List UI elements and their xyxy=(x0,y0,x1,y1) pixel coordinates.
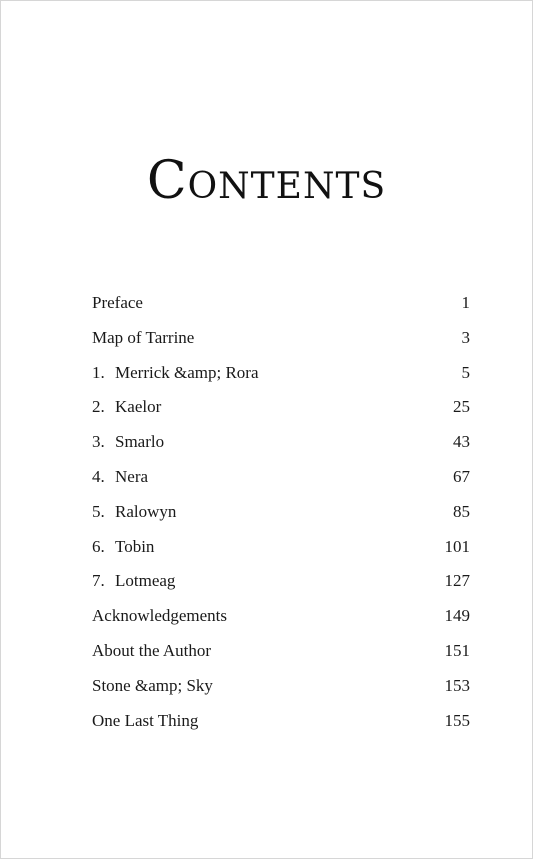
toc-entry xyxy=(92,321,470,356)
chapter-number: 2. xyxy=(92,397,105,417)
toc-entry xyxy=(92,599,470,634)
chapter-number: 3. xyxy=(92,432,105,452)
toc-page-number: 85 xyxy=(453,501,470,521)
toc-entry-title xyxy=(92,599,227,634)
toc-page-number: 101 xyxy=(444,536,470,556)
toc-entry-label: Ralowyn xyxy=(115,501,177,521)
toc-entry-title xyxy=(92,634,211,669)
toc-entry-title xyxy=(92,286,143,321)
toc-page-number: 155 xyxy=(444,710,470,730)
toc-entry xyxy=(92,564,470,599)
chapter-number: 5. xyxy=(92,501,105,521)
chapter-number: 7. xyxy=(92,571,105,591)
toc-page-number: 1 xyxy=(461,293,470,312)
chapter-number: 4. xyxy=(92,466,105,486)
toc-page-number: 25 xyxy=(453,397,470,417)
toc-page-number: 43 xyxy=(453,432,470,452)
chapter-number: 6. xyxy=(92,536,105,556)
toc-entry-label: Preface xyxy=(92,293,143,312)
toc-page-number: 5 xyxy=(461,362,470,382)
toc-page-number: 153 xyxy=(444,675,470,695)
toc-page-number: 151 xyxy=(444,640,470,660)
chapter-number: 1. xyxy=(92,362,105,382)
table-of-contents xyxy=(92,286,470,738)
toc-entry-label: Tobin xyxy=(115,536,155,556)
toc-entry xyxy=(92,634,470,669)
toc-entry-label: Smarlo xyxy=(115,432,165,452)
toc-entry xyxy=(92,356,470,391)
toc-entry-label: Nera xyxy=(115,466,149,486)
toc-entry-title xyxy=(92,669,213,704)
toc-entry xyxy=(92,460,470,495)
toc-page-number: 3 xyxy=(461,327,470,347)
toc-entry-title xyxy=(92,495,176,530)
toc-entry-label: Stone &amp; Sky xyxy=(92,675,213,695)
toc-entry xyxy=(92,530,470,565)
toc-entry-title xyxy=(92,704,198,739)
toc-entry xyxy=(92,669,470,704)
toc-entry-label: One Last Thing xyxy=(92,710,199,730)
toc-entry-title xyxy=(92,321,194,356)
toc-entry-label: Acknowledgements xyxy=(92,606,228,626)
toc-entry-label: Lotmeag xyxy=(115,571,176,591)
toc-entry-title xyxy=(92,425,164,460)
toc-entry-title xyxy=(92,564,175,599)
toc-entry-title xyxy=(92,460,148,495)
toc-page-number: 149 xyxy=(444,606,470,626)
toc-page-number: 127 xyxy=(444,571,470,591)
toc-entry-title xyxy=(92,356,259,391)
toc-entry xyxy=(92,495,470,530)
toc-entry-label: About the Author xyxy=(92,640,211,660)
toc-entry-label: Merrick &amp; Rora xyxy=(115,362,259,382)
page-title: Contents xyxy=(146,151,387,211)
toc-page-number: 67 xyxy=(453,466,470,486)
toc-entry xyxy=(92,390,470,425)
toc-entry xyxy=(92,286,470,321)
toc-entry-label: Map of Tarrine xyxy=(92,327,195,347)
toc-entry-label: Kaelor xyxy=(115,397,162,417)
toc-entry-title xyxy=(92,530,154,565)
toc-entry-title xyxy=(92,390,161,425)
toc-entry xyxy=(92,425,470,460)
toc-entry xyxy=(92,704,470,739)
